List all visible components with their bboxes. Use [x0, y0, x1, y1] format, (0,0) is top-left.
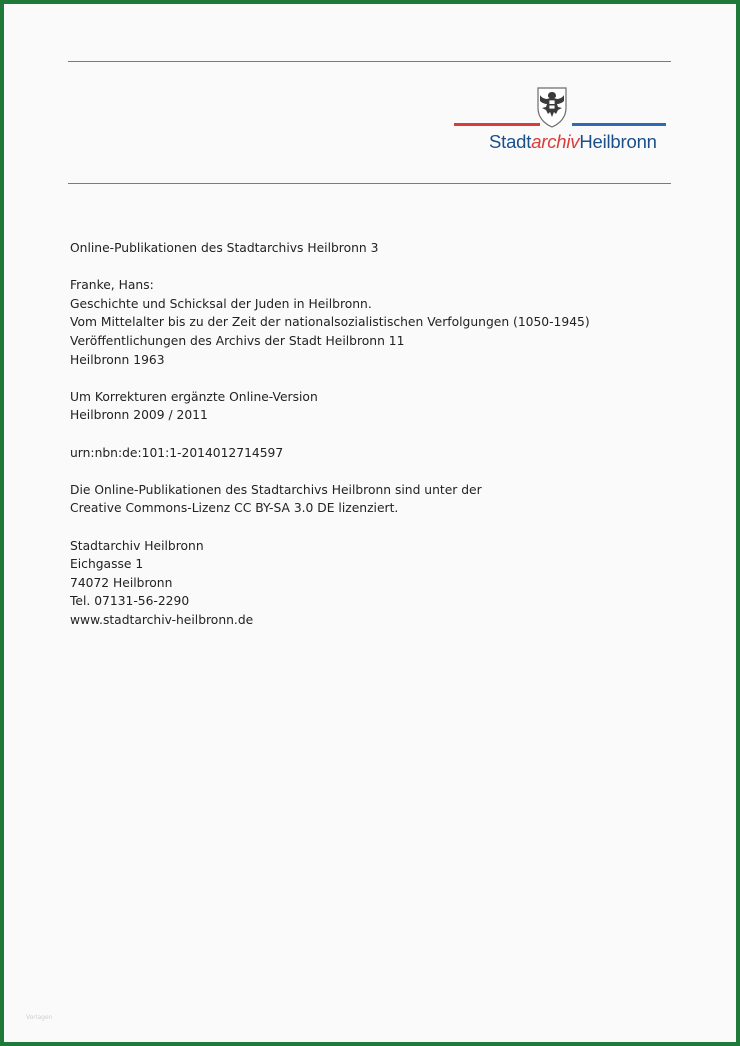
document-body: [70, 239, 690, 648]
address-phone: Tel. 07131-56-2290: [70, 594, 190, 609]
logo-text-prefix: Stadt: [489, 131, 532, 152]
license-line-1: Die Online-Publikationen des Stadtarchivs Heilbronn sind unter der: [70, 482, 482, 497]
eagle-crest-icon: [532, 84, 572, 128]
logo-text-accent: archiv: [531, 131, 580, 152]
license-line-2: Creative Commons-Lizenz CC BY-SA 3.0 DE lizenziert.: [70, 501, 399, 516]
top-divider: [68, 61, 671, 62]
logo-wordmark: [489, 131, 657, 153]
document-page: [4, 4, 736, 1042]
logo-text-suffix: Heilbronn: [579, 131, 657, 152]
stadtarchiv-logo: [454, 84, 666, 154]
online-edition-line: Heilbronn 2009 / 2011: [70, 408, 208, 423]
urn-block: [70, 444, 690, 463]
footer-watermark: Vorlagen: [26, 1014, 53, 1021]
address-street: Eichgasse 1: [70, 557, 144, 572]
bibliography-block: [70, 276, 690, 369]
series-line: Online-Publikationen des Stadtarchivs Heilbronn 3: [70, 241, 379, 255]
publication-series-line: Veröffentlichungen des Archivs der Stadt Heilbronn 11: [70, 333, 405, 348]
subtitle-line: Vom Mittelalter bis zu der Zeit der nationalsozialistischen Verfolgungen (1050-1945): [70, 315, 590, 330]
title-line: Geschichte und Schicksal der Juden in Heilbronn.: [70, 296, 372, 311]
original-edition-line: Heilbronn 1963: [70, 352, 165, 367]
logo-blue-stripe: [572, 123, 666, 126]
urn-line: urn:nbn:de:101:1-2014012714597: [70, 445, 284, 460]
address-city: 74072 Heilbronn: [70, 575, 173, 590]
address-block: [70, 537, 690, 630]
series-block: [70, 239, 690, 258]
license-block: [70, 481, 690, 518]
address-name: Stadtarchiv Heilbronn: [70, 538, 204, 553]
author-line: Franke, Hans:: [70, 278, 154, 293]
logo-red-stripe: [454, 123, 540, 126]
online-note-line: Um Korrekturen ergänzte Online-Version: [70, 389, 318, 404]
online-version-block: [70, 388, 690, 425]
address-website: www.stadtarchiv-heilbronn.de: [70, 612, 254, 627]
bottom-divider: [68, 183, 671, 184]
